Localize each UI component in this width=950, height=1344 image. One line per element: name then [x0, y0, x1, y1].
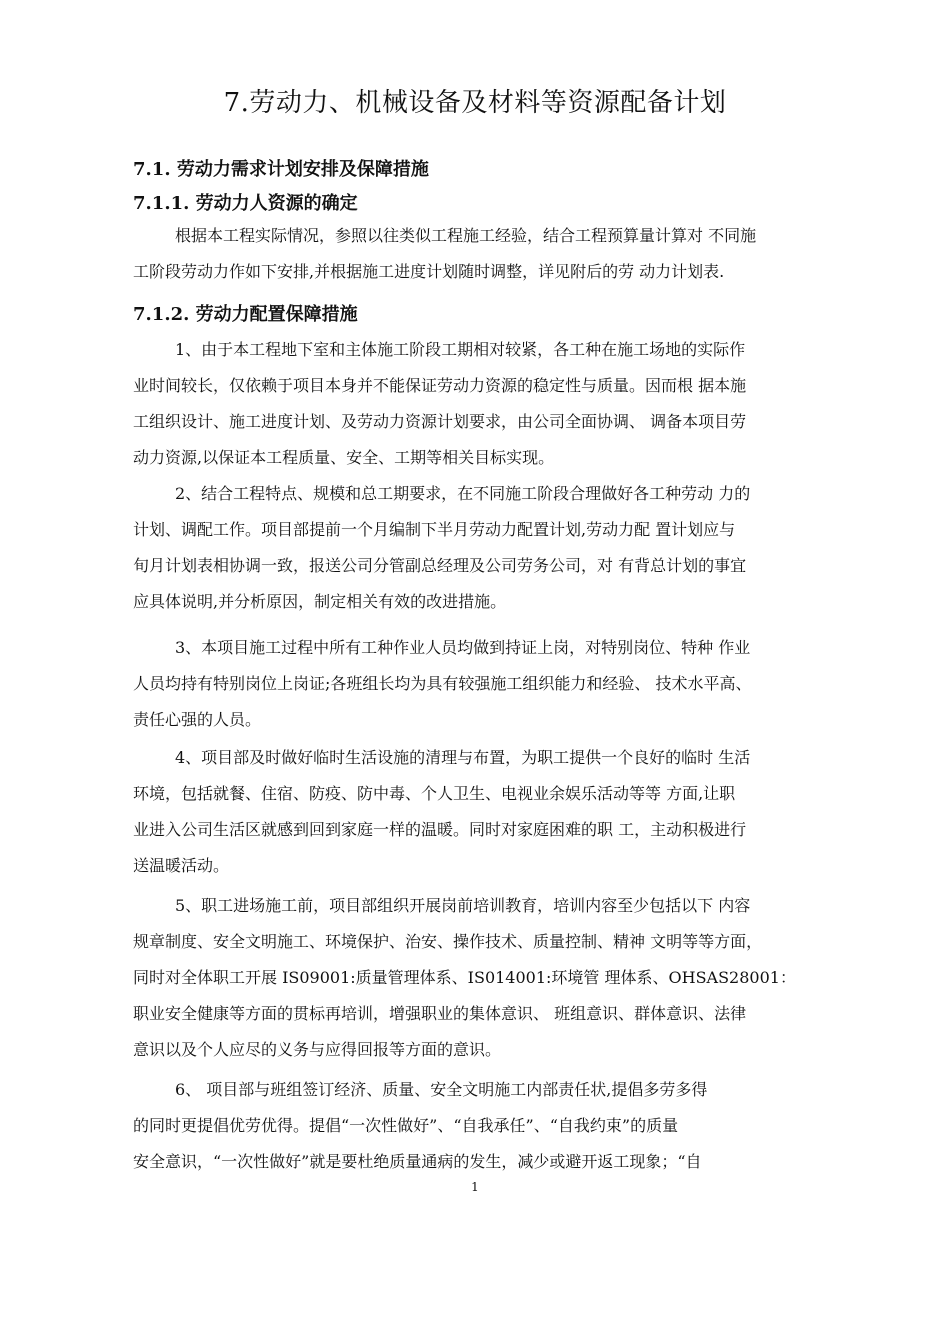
paragraph-line: 送温暖活动。	[133, 856, 230, 875]
paragraph-line: 人员均持有特别岗位上岗证;各班组长均为具有较强施工组织能力和经验、 技术水平高、	[133, 674, 752, 693]
paragraph-2	[133, 476, 833, 620]
paragraph-line: 计划、调配工作。项目部提前一个月编制下半月劳动力配置计划,劳动力配 置计划应与	[133, 520, 736, 539]
paragraph-line: 5、职工进场施工前，项目部组织开展岗前培训教育，培训内容至少包括以下 内容	[175, 896, 751, 915]
paragraph-line: 责任心强的人员。	[133, 710, 262, 729]
paragraph-6	[133, 1072, 833, 1180]
paragraph-line: 1、由于本工程地下室和主体施工阶段工期相对较紧，各工种在施工场地的实际作	[175, 340, 746, 359]
document-title: 7.劳动力、机械设备及材料等资源配备计划	[223, 88, 727, 118]
paragraph-intro	[133, 218, 833, 290]
section-heading-7-1-2: 7.1.2. 劳动力配置保障措施	[133, 304, 358, 325]
paragraph-line: 环境，包括就餐、住宿、防疫、防中毒、个人卫生、电视业余娱乐活动等等 方面,让职	[133, 784, 736, 803]
paragraph-line: 工阶段劳动力作如下安排,并根据施工进度计划随时调整，详见附后的劳 动力计划表.	[133, 262, 725, 281]
paragraph-line: 业时间较长，仅依赖于项目本身并不能保证劳动力资源的稳定性与质量。因而根 据本施	[133, 376, 747, 395]
paragraph-line: 应具体说明,并分析原因，制定相关有效的改进措施。	[133, 592, 507, 611]
paragraph-5	[133, 888, 833, 1068]
paragraph-line: 规章制度、安全文明施工、环境保护、治安、操作技术、质量控制、精神 文明等等方面，	[133, 932, 763, 951]
paragraph-line: 业进入公司生活区就感到回到家庭一样的温暖。同时对家庭困难的职 工，主动积极进行	[133, 820, 747, 839]
page-number: 1	[471, 1180, 479, 1194]
paragraph-line: 职业安全健康等方面的贯标再培训，增强职业的集体意识、 班组意识、群体意识、法律	[133, 1004, 747, 1023]
section-heading-7-1: 7.1. 劳动力需求计划安排及保障措施	[133, 159, 429, 180]
paragraph-4	[133, 740, 833, 884]
paragraph-line: 6、 项目部与班组签订经济、质量、安全文明施工内部责任状,提倡多劳多得	[175, 1080, 708, 1099]
paragraph-line: 安全意识，“一次性做好”就是要杜绝质量通病的发生，减少或避开返工现象；“自	[133, 1152, 702, 1171]
section-heading-7-1-1: 7.1.1. 劳动力人资源的确定	[133, 193, 358, 214]
paragraph-line: 4、项目部及时做好临时生活设施的清理与布置，为职工提供一个良好的临时 生活	[175, 748, 751, 767]
paragraph-line: 2、结合工程特点、规模和总工期要求，在不同施工阶段合理做好各工种劳动 力的	[175, 484, 751, 503]
paragraph-3	[133, 630, 833, 738]
paragraph-line: 动力资源,以保证本工程质量、安全、工期等相关目标实现。	[133, 448, 555, 467]
paragraph-line: 3、本项目施工过程中所有工种作业人员均做到持证上岗，对特别岗位、特种 作业	[175, 638, 751, 657]
paragraph-line: 意识以及个人应尽的义务与应得回报等方面的意识。	[133, 1040, 502, 1059]
paragraph-line: 的同时更提倡优劳优得。提倡“一次性做好”、“自我承任”、“自我约束”的质量	[133, 1116, 679, 1135]
paragraph-line: 同时对全体职工开展 IS09001:质量管理体系、IS014001:环境管 理体系、OHSAS28001：	[133, 968, 796, 987]
paragraph-line: 旬月计划表相协调一致，报送公司分管副总经理及公司劳务公司，对 有背总计划的事宜	[133, 556, 747, 575]
paragraph-1	[133, 332, 833, 476]
paragraph-line: 工组织设计、施工进度计划、及劳动力资源计划要求，由公司全面协调、 调备本项目劳	[133, 412, 747, 431]
paragraph-line: 根据本工程实际情况，参照以往类似工程施工经验，结合工程预算量计算对 不同施	[175, 226, 757, 245]
